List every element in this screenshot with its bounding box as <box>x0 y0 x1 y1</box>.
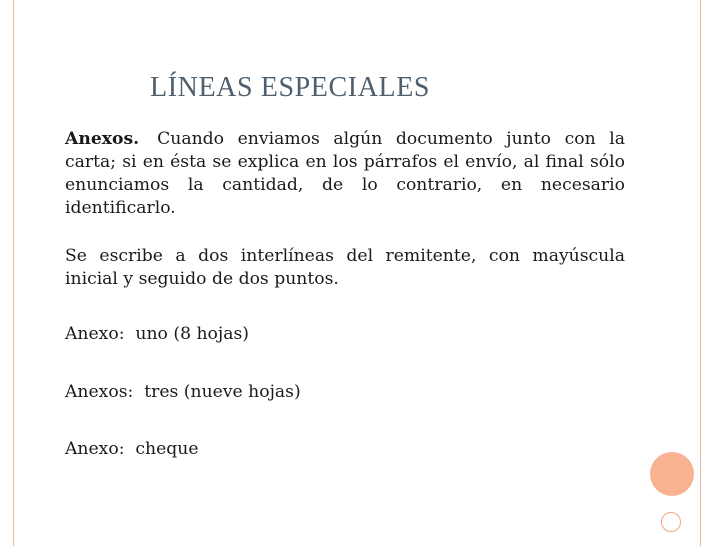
slide-title: LÍNEAS ESPECIALES <box>150 72 431 103</box>
decorative-filled-circle <box>650 452 694 496</box>
paragraph-body: Cuando enviamos algún documento junto con la carta; si en ésta se explica en los párrafos el envío, al final sólo enunciamos la cantidad, de lo contrario, en necesario identificarlo. <box>65 129 625 218</box>
example-line: Anexos: tres (nueve hojas) <box>65 382 301 402</box>
left-frame-line <box>13 0 14 546</box>
example-line: Anexo: cheque <box>65 439 199 459</box>
decorative-outline-circle <box>661 512 681 532</box>
paragraph-lead: Anexos. <box>65 129 140 149</box>
paragraph-instructions: Se escribe a dos interlíneas del remitente, con mayúscula inicial y seguido de dos puntos. <box>65 246 625 289</box>
example-line: Anexo: uno (8 hojas) <box>65 324 249 344</box>
paragraph-anexos <box>65 128 625 220</box>
right-frame-line <box>700 0 701 546</box>
